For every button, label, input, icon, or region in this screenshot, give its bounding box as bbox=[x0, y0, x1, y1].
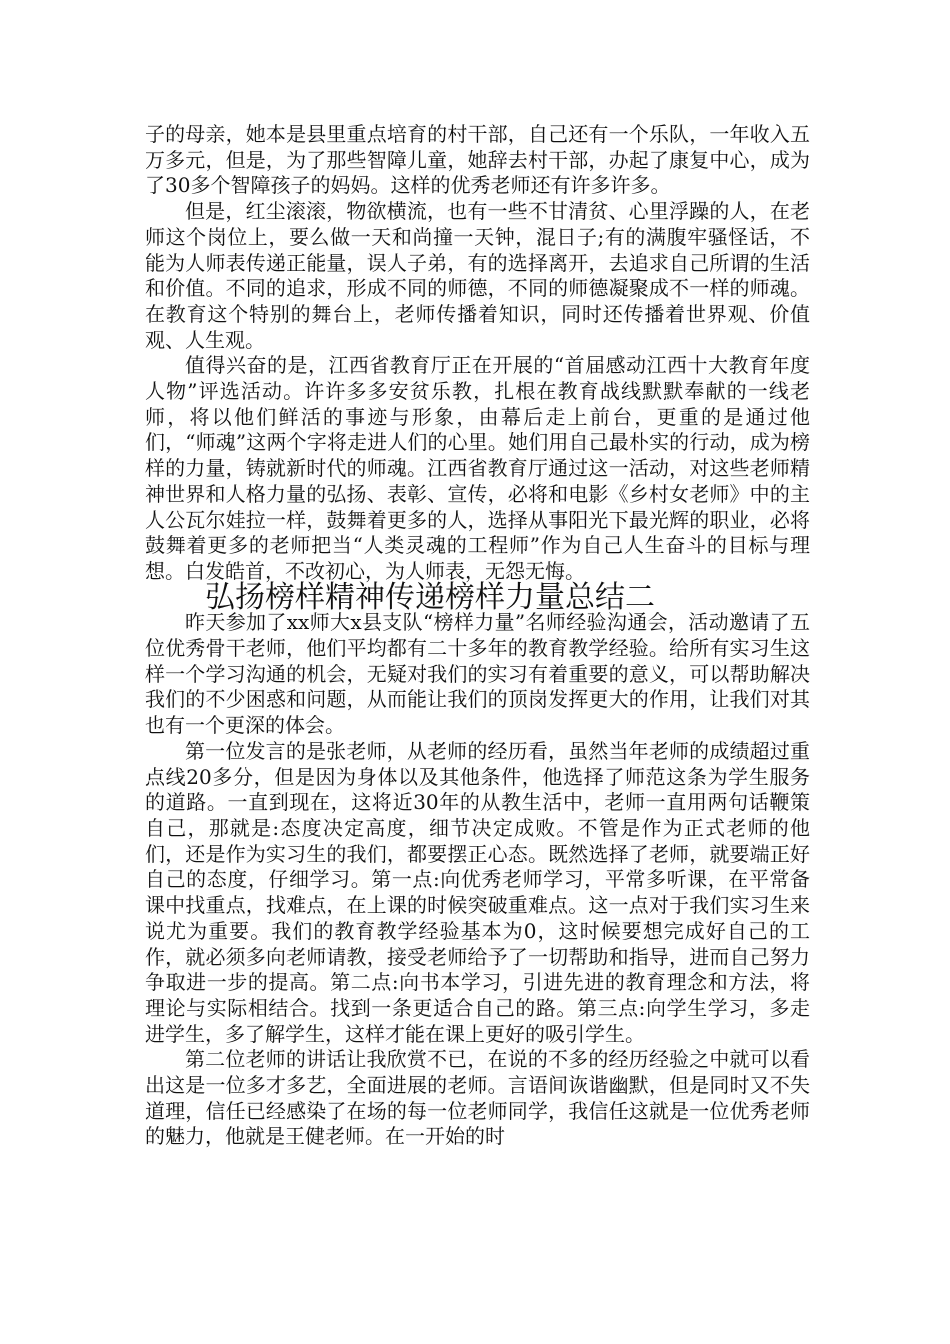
paragraph-worldly-temptation: 但是，红尘滚滚，物欲横流，也有一些不甘清贫、心里浮躁的人，在老师这个岗位上，要么做一天和尚撞一天钟，混日子;有的满腹牢骚怪话，不能为人师表传递正能量，误人子弟，有的选择离开，去追求自己所谓的生活和价值。不同的追求，形成不同的师德，不同的师德凝聚成不一样的师魂。在教育这个特别的舞台上，老师传播着知识，同时还传播着世界观、价值观、人生观。 bbox=[145, 199, 810, 352]
paragraph-first-speaker: 第一位发言的是张老师，从老师的经历看，虽然当年老师的成绩超过重点线20多分，但是因为身体以及其他条件，他选择了师范这条为学生服务的道路。一直到现在，这将近30年的从教生活中，老师一直用两句话鞭策自己，那就是:态度决定高度，细节决定成败。不管是作为正式老师的他们，还是作为实习生的我们，都要摆正心态。既然选择了老师，就要端正好自己的态度，仔细学习。第一点:向优秀老师学习，平常多听课，在平常备课中找重点，找难点，在上课的时候突破重难点。这一点对于我们实习生来说尤为重要。我们的教育教学经验基本为0，这时候要想完成好自己的工作，就必须多向老师请教，接受老师给予了一切帮助和指导，进而自己努力争取进一步的提高。第二点:向书本学习，引进先进的教育理念和方法，将理论与实际相结合。找到一条更适合自己的路。第三点:向学生学习，多走进学生，多了解学生，这样才能在课上更好的吸引学生。 bbox=[145, 738, 810, 1046]
paragraph-jiangxi-selection: 值得兴奋的是，江西省教育厅正在开展的“首届感动江西十大教育年度人物”评选活动。许许多多安贫乐教，扎根在教育战线默默奉献的一线老师，将以他们鲜活的事迹与形象，由幕后走上前台，更重的是通过他们，“师魂”这两个字将走进人们的心里。她们用自己最朴实的行动，成为榜样的力量，铸就新时代的师魂。江西省教育厅通过这一活动，对这些老师精神世界和人格力量的弘扬、表彰、宣传，必将和电影《乡村女老师》中的主人公瓦尔娃拉一样，鼓舞着更多的人，选择从事阳光下最光辉的职业，必将鼓舞着更多的老师把当“人类灵魂的工程师”作为自己人生奋斗的目标与理想。白发皓首，不改初心，为人师表，无怨无悔。 bbox=[145, 353, 810, 583]
section-heading: 弘扬榜样精神传递榜样力量总结二 bbox=[205, 579, 655, 615]
paragraph-exchange-meeting: 昨天参加了xx师大x县支队“榜样力量”名师经验沟通会，活动邀请了五位优秀骨干老师，他们平均都有二十多年的教育教学经验。给所有实习生这样一个学习沟通的机会，无疑对我们的实习有着重要的意义，可以帮助解决我们的不少困惑和问题，从而能让我们的顶岗发挥更大的作用，让我们对其也有一个更深的体会。 bbox=[145, 610, 810, 738]
paragraph-mother-story: 子的母亲，她本是县里重点培育的村干部，自己还有一个乐队，一年收入五万多元，但是，为了那些智障儿童，她辞去村干部，办起了康复中心，成为了30多个智障孩子的妈妈。这样的优秀老师还有许多许多。 bbox=[145, 122, 810, 198]
paragraph-second-speaker: 第二位老师的讲话让我欣赏不已，在说的不多的经历经验之中就可以看出这是一位多才多艺，全面进展的老师。言语间诙谐幽默，但是同时又不失道理，信任已经感染了在场的每一位老师同学，我信任这就是一位优秀老师的魅力，他就是王健老师。在一开始的时 bbox=[145, 1047, 810, 1149]
document-page bbox=[145, 122, 810, 1150]
